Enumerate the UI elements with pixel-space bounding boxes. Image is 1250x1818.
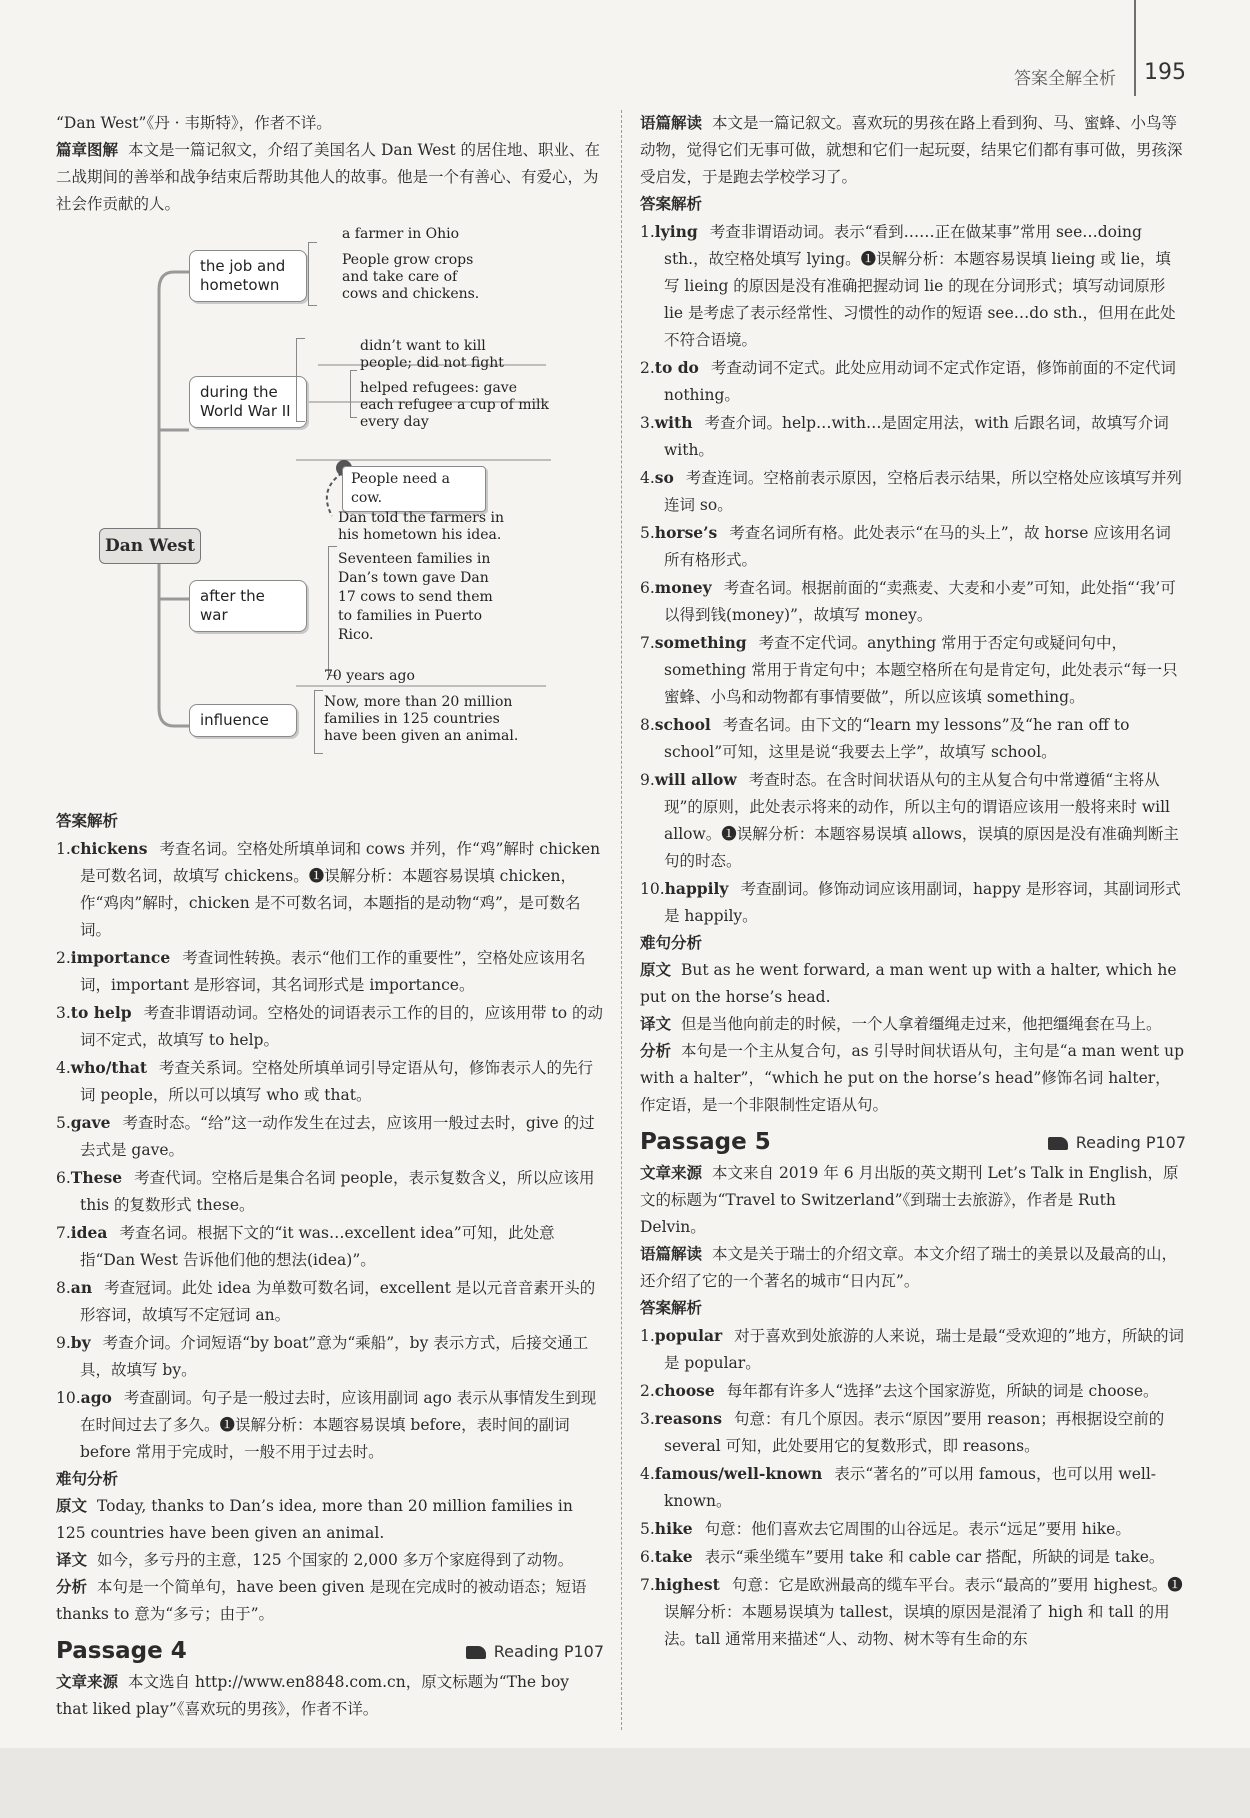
answer-item bbox=[640, 1543, 1186, 1571]
answer-key: gave bbox=[70, 1113, 111, 1132]
header-section-title: 答案全解全析 bbox=[1014, 69, 1116, 89]
translation-label: 译文 bbox=[640, 1015, 672, 1033]
passage-4-summary bbox=[640, 110, 1186, 191]
leaf-seventeen-families: Seventeen families in Dan’s town gave Dan 17 cows to send them to families in Puerto Rico. bbox=[338, 551, 493, 643]
answer-text: 考查介词。介词短语“by boat”意为“乘船”，by 表示方式，后接交通工具，故填写 by。 bbox=[80, 1334, 589, 1379]
answer-text: 考查不定代词。anything 常用于否定句或疑问句中，something 常用于肯定句中；本题空格所在句是肯定句，此处表示“每一只蜜蜂、小鸟和动物都有事情要做”，所以应该填 something。 bbox=[664, 634, 1178, 706]
answer-item bbox=[56, 835, 604, 944]
answer-key: idea bbox=[70, 1223, 108, 1242]
passage-5-reference bbox=[1048, 1129, 1186, 1156]
translation bbox=[640, 1011, 1186, 1038]
answer-text: 考查名词。根据前面的“卖燕麦、大麦和小麦”可知，此处指“‘我’可以得到钱(money)”，故填写 money。 bbox=[664, 579, 1176, 624]
analysis bbox=[56, 1574, 604, 1628]
passage-5-answers-heading: 答案解析 bbox=[640, 1299, 703, 1317]
branch-world-war: during the World War II bbox=[189, 376, 307, 428]
book-icon bbox=[466, 1646, 486, 1659]
answer-num: 5. bbox=[56, 1114, 71, 1132]
answer-item bbox=[640, 1377, 1186, 1405]
answer-item bbox=[640, 1460, 1186, 1515]
source-label: 文章来源 bbox=[640, 1164, 703, 1182]
intro-line: “Dan West”《丹 · 韦斯特》，作者不详。 bbox=[56, 114, 332, 132]
answer-num: 10. bbox=[640, 880, 665, 898]
answer-text: 考查名词。根据下文的“it was…excellent idea”可知，此处意指“Dan West 告诉他们他的想法(idea)”。 bbox=[80, 1224, 555, 1269]
leaf-not-kill: didn’t want to kill people; did not fight bbox=[360, 338, 504, 371]
answer-num: 8. bbox=[640, 716, 655, 734]
answer-num: 7. bbox=[640, 1576, 655, 1594]
leaf-20-million: Now, more than 20 million families in 125 countries have been given an animal. bbox=[324, 694, 519, 744]
answer-key: choose bbox=[654, 1381, 715, 1400]
answer-num: 1. bbox=[640, 223, 655, 241]
answer-num: 3. bbox=[56, 1004, 71, 1022]
analysis bbox=[640, 1038, 1186, 1119]
passage-5-summary bbox=[640, 1241, 1186, 1295]
leaf-told-farmers: Dan told the farmers in his hometown his idea. bbox=[338, 510, 504, 543]
answer-num: 5. bbox=[640, 1520, 655, 1538]
passage-4-reference bbox=[466, 1638, 604, 1665]
answer-text: 考查名词所有格。此处表示“在马的头上”，故 horse 应该用名词所有格形式。 bbox=[664, 524, 1171, 569]
answers-list bbox=[56, 835, 604, 1466]
passage-5-ref-text: Reading P107 bbox=[1075, 1133, 1186, 1152]
answer-text: 考查副词。句子是一般过去时，应该用副词 ago 表示从事情发生到现在时间过去了多久。❶误解分析：本题容易误填 before，表时间的副词 before 常用于完成时，一般不用于过去时。 bbox=[80, 1389, 597, 1461]
answer-text: 句意：它是欧洲最高的缆车平台。表示“最高的”要用 highest。❶误解分析：本题易误填为 tallest，误填的原因是混淆了 high 和 tall 的用法。tall 通常用来描述“人、动物、树木等有生命的东 bbox=[664, 1576, 1183, 1648]
answer-key: These bbox=[70, 1168, 123, 1187]
answer-key: so bbox=[654, 468, 674, 487]
answer-key: happily bbox=[664, 879, 729, 898]
answer-key: with bbox=[654, 413, 693, 432]
answer-num: 4. bbox=[640, 1465, 655, 1483]
answer-text: 句意：他们喜欢去它周围的山谷远足。表示“远足”要用 hike。 bbox=[704, 1520, 1131, 1538]
answer-item bbox=[56, 999, 604, 1054]
answer-key: to do bbox=[654, 358, 699, 377]
answer-text: 表示“乘坐缆车”要用 take 和 cable car 搭配，所缺的词是 take。 bbox=[704, 1548, 1165, 1566]
answer-num: 9. bbox=[640, 771, 655, 789]
answer-key: who/that bbox=[70, 1058, 148, 1077]
answer-text: 句意：有几个原因。表示“原因”要用 reason；再根据设空前的 several 可知，此处要用它的复数形式，即 reasons。 bbox=[664, 1410, 1165, 1455]
header-divider bbox=[1134, 0, 1136, 96]
original-label: 原文 bbox=[56, 1497, 88, 1515]
analysis-text: 本句是一个简单句，have been given 是现在完成时的被动语态；短语 thanks to 意为“多亏；由于”。 bbox=[56, 1578, 587, 1623]
book-icon bbox=[1048, 1137, 1068, 1150]
answer-key: reasons bbox=[654, 1409, 722, 1428]
answer-key: an bbox=[70, 1278, 93, 1297]
leaf-helped-refugees: helped refugees: gave each refugee a cup of milk every day bbox=[360, 380, 549, 430]
leaf-70-years: 70 years ago bbox=[324, 668, 415, 684]
original-sentence bbox=[640, 957, 1186, 1011]
answer-num: 1. bbox=[640, 1327, 655, 1345]
answer-text: 考查名词。由下文的“learn my lessons”及“he ran off to school”可知，这里是说“我要去上学”，故填写 school。 bbox=[664, 716, 1130, 761]
passage-4-source bbox=[56, 1669, 604, 1723]
answers-list bbox=[640, 218, 1186, 930]
answer-item bbox=[640, 1571, 1186, 1653]
branch-after-war: after the war bbox=[189, 580, 307, 632]
answer-num: 10. bbox=[56, 1389, 81, 1407]
leaf-people-grow: People grow crops and take care of cows and chickens. bbox=[342, 252, 480, 302]
answer-text: 考查冠词。此处 idea 为单数可数名词，excellent 是以元音音素开头的形容词，故填写不定冠词 an。 bbox=[80, 1279, 596, 1324]
answer-key: to help bbox=[70, 1003, 132, 1022]
page-number: 195 bbox=[1144, 60, 1186, 85]
answer-item bbox=[56, 1329, 604, 1384]
answer-item bbox=[56, 1274, 604, 1329]
answer-text: 考查连词。空格前表示原因，空格后表示结果，所以空格处应该填写并列连词 so。 bbox=[664, 469, 1182, 514]
original-label: 原文 bbox=[640, 961, 672, 979]
answer-item bbox=[640, 519, 1186, 574]
page-bottom-margin bbox=[0, 1748, 1250, 1818]
answer-text: 考查副词。修饰动词应该用副词，happy 是形容词，其副词形式是 happily。 bbox=[664, 880, 1181, 925]
original-text: But as he went forward, a man went up with a halter, which he put on the horse’s head. bbox=[640, 961, 1177, 1006]
summary-label: 语篇解读 bbox=[640, 114, 703, 132]
answer-item bbox=[640, 354, 1186, 409]
answer-text: 考查时态。“给”这一动作发生在过去，应该用一般过去时，give 的过去式是 gave。 bbox=[80, 1114, 595, 1159]
answer-item bbox=[640, 1515, 1186, 1543]
answer-num: 4. bbox=[640, 469, 655, 487]
bracket-influence bbox=[314, 690, 323, 754]
answer-text: 考查时态。在含时间状语从句的主从复合句中常遵循“主将从现”的原则，此处表示将来的动作，所以主句的谓语应该用一般将来时 will allow。❶误解分析：本题容易误填 allows，误填的原因是没有准确判断主句的时态。 bbox=[664, 771, 1179, 870]
answer-key: highest bbox=[654, 1575, 720, 1594]
answer-text: 考查介词。help…with…是固定用法，with 后跟名词，故填写介词 with。 bbox=[664, 414, 1169, 459]
answer-num: 6. bbox=[56, 1169, 71, 1187]
mind-map bbox=[56, 220, 604, 802]
summary-text: 本文是一篇记叙文。喜欢玩的男孩在路上看到狗、马、蜜蜂、小鸟等动物，觉得它们无事可做，就想和它们一起玩耍，结果它们都有事可做，男孩深受启发，于是跑去学校学习了。 bbox=[640, 114, 1183, 186]
source-text: 本文选自 http://www.en8848.com.cn，原文标题为“The boy that liked play”《喜欢玩的男孩》，作者不详。 bbox=[56, 1673, 570, 1718]
answer-item bbox=[56, 1384, 604, 1466]
answer-item bbox=[640, 464, 1186, 519]
answer-key: importance bbox=[70, 948, 171, 967]
answer-item bbox=[56, 1109, 604, 1164]
right-column bbox=[640, 110, 1186, 1653]
answer-num: 5. bbox=[640, 524, 655, 542]
answer-item bbox=[640, 711, 1186, 766]
answer-item bbox=[56, 944, 604, 999]
root-dan-west: Dan West bbox=[99, 528, 201, 564]
answer-key: school bbox=[654, 715, 711, 734]
passage-4-title: Passage 4 bbox=[56, 1638, 187, 1664]
answer-key: lying bbox=[654, 222, 698, 241]
answer-num: 2. bbox=[640, 1382, 655, 1400]
answer-item bbox=[56, 1219, 604, 1274]
answer-num: 2. bbox=[640, 359, 655, 377]
answer-key: by bbox=[70, 1333, 91, 1352]
answer-item bbox=[640, 1405, 1186, 1460]
answers-heading: 答案解析 bbox=[56, 812, 119, 830]
answer-key: ago bbox=[80, 1388, 112, 1407]
leaf-need-cow: People need a cow. bbox=[342, 466, 486, 512]
answer-num: 6. bbox=[640, 579, 655, 597]
answer-num: 8. bbox=[56, 1279, 71, 1297]
original-sentence bbox=[56, 1493, 604, 1547]
original-text: Today, thanks to Dan’s idea, more than 20 million families in 125 countries have been given an animal. bbox=[56, 1497, 573, 1542]
answers-heading: 答案解析 bbox=[640, 195, 703, 213]
left-column bbox=[56, 110, 604, 1723]
column-divider bbox=[621, 110, 622, 1730]
answer-key: something bbox=[654, 633, 747, 652]
answer-text: 考查名词。空格处所填单词和 cows 并列，作“鸡”解时 chicken 是可数名词，故填写 chickens。❶误解分析：本题容易误填 chicken，作“鸡肉”解时，chicken 是不可数名词，本题指的是动物“鸡”，是可数名词。 bbox=[80, 840, 601, 939]
answer-item bbox=[56, 1054, 604, 1109]
answer-key: money bbox=[654, 578, 712, 597]
passage-5-source bbox=[640, 1160, 1186, 1241]
analysis-text: 本句是一个主从复合句，as 引导时间状语从句，主句是“a man went up with a halter”，“which he put on the horse’s head”修饰名词 halter，作定语，是一个非限制性定语从句。 bbox=[640, 1042, 1185, 1114]
answer-text: 考查动词不定式。此处应用动词不定式作定语，修饰前面的不定代词 nothing。 bbox=[664, 359, 1176, 404]
answer-text: 对于喜欢到处旅游的人来说，瑞士是最“受欢迎的”地方，所缺的词是 popular。 bbox=[664, 1327, 1185, 1372]
branch-influence: influence bbox=[189, 704, 297, 737]
answer-num: 1. bbox=[56, 840, 71, 858]
answer-num: 6. bbox=[640, 1548, 655, 1566]
answer-item bbox=[640, 629, 1186, 711]
translation-text: 但是当他向前走的时候，一个人拿着缰绳走过来，他把缰绳套在马上。 bbox=[681, 1015, 1162, 1033]
bracket-after bbox=[328, 546, 337, 676]
answer-item bbox=[640, 218, 1186, 354]
hard-sentence-heading: 难句分析 bbox=[640, 934, 703, 952]
answer-num: 3. bbox=[640, 414, 655, 432]
answer-text: 考查关系词。空格处所填单词引导定语从句，修饰表示人的先行词 people，所以可以填写 who 或 that。 bbox=[80, 1059, 594, 1104]
answer-item bbox=[640, 766, 1186, 875]
answer-num: 3. bbox=[640, 1410, 655, 1428]
answer-item bbox=[56, 1164, 604, 1219]
answer-num: 4. bbox=[56, 1059, 71, 1077]
answer-key: popular bbox=[654, 1326, 723, 1345]
leaf-farmer: a farmer in Ohio bbox=[342, 226, 460, 242]
source-label: 文章来源 bbox=[56, 1673, 119, 1691]
answer-num: 9. bbox=[56, 1334, 71, 1352]
translation-text: 如今，多亏丹的主意，125 个国家的 2,000 多万个家庭得到了动物。 bbox=[97, 1551, 574, 1569]
answer-num: 7. bbox=[56, 1224, 71, 1242]
analysis-label: 分析 bbox=[640, 1042, 672, 1060]
bracket-job bbox=[308, 242, 317, 306]
bracket-helped bbox=[350, 370, 357, 418]
answer-key: take bbox=[654, 1547, 693, 1566]
source-text: 本文来自 2019 年 6 月出版的英文期刊 Let’s Talk in English，原文的标题为“Travel to Switzerland”《到瑞士去旅游》，作者是 Ruth Delvin。 bbox=[640, 1164, 1179, 1236]
answer-key: famous/well-known bbox=[654, 1464, 823, 1483]
passage-5-header bbox=[640, 1129, 1186, 1156]
hard-sentence-heading: 难句分析 bbox=[56, 1470, 119, 1488]
answer-key: horse’s bbox=[654, 523, 718, 542]
answer-item bbox=[640, 875, 1186, 930]
answer-key: hike bbox=[654, 1519, 693, 1538]
answer-num: 7. bbox=[640, 634, 655, 652]
overview-label: 篇章图解 bbox=[56, 141, 119, 159]
passage-5-answers-list bbox=[640, 1322, 1186, 1653]
answer-text: 考查非谓语动词。表示“看到……正在做某事”常用 see…doing sth.，故空格处填写 lying。❶误解分析：本题容易误填 lieing 或 lie，填写 lieing 的原因是没有准确把握动词 lie 的现在分词形式；填写动词原形 lie 是考虑了表示经常性、习惯性的动作的短语 see…do sth.，但用在此处不符合语境。 bbox=[664, 223, 1176, 349]
answer-text: 表示“著名的”可以用 famous，也可以用 well-known。 bbox=[664, 1465, 1157, 1510]
answer-text: 考查代词。空格后是集合名词 people，表示复数含义，所以应该用 this 的复数形式 these。 bbox=[80, 1169, 595, 1214]
answer-item bbox=[640, 1322, 1186, 1377]
translation bbox=[56, 1547, 604, 1574]
answer-text: 考查词性转换。表示“他们工作的重要性”，空格处应该用名词，important 是形容词，其名词形式是 importance。 bbox=[80, 949, 586, 994]
bracket-war bbox=[296, 338, 305, 422]
answer-num: 2. bbox=[56, 949, 71, 967]
analysis-label: 分析 bbox=[56, 1578, 88, 1596]
summary-text: 本文是关于瑞士的介绍文章。本文介绍了瑞士的美景以及最高的山，还介绍了它的一个著名的城市“日内瓦”。 bbox=[640, 1245, 1178, 1290]
overview-paragraph bbox=[56, 137, 604, 218]
answer-key: will allow bbox=[654, 770, 737, 789]
passage-4-header bbox=[56, 1638, 604, 1665]
passage-5-title: Passage 5 bbox=[640, 1129, 771, 1155]
passage-4-ref-text: Reading P107 bbox=[493, 1642, 604, 1661]
summary-label: 语篇解读 bbox=[640, 1245, 703, 1263]
answer-text: 每年都有许多人“选择”去这个国家游览，所缺的词是 choose。 bbox=[726, 1382, 1159, 1400]
answer-item bbox=[640, 409, 1186, 464]
branch-job-hometown: the job and hometown bbox=[189, 250, 307, 302]
answer-key: chickens bbox=[70, 839, 148, 858]
translation-label: 译文 bbox=[56, 1551, 88, 1569]
overview-text: 本文是一篇记叙文，介绍了美国名人 Dan West 的居住地、职业、在二战期间的善举和战争结束后帮助其他人的故事。他是一个有善心、有爱心，为社会作贡献的人。 bbox=[56, 141, 600, 213]
answer-item bbox=[640, 574, 1186, 629]
answer-text: 考查非谓语动词。空格处的词语表示工作的目的，应该用带 to 的动词不定式，故填写 to help。 bbox=[80, 1004, 603, 1049]
